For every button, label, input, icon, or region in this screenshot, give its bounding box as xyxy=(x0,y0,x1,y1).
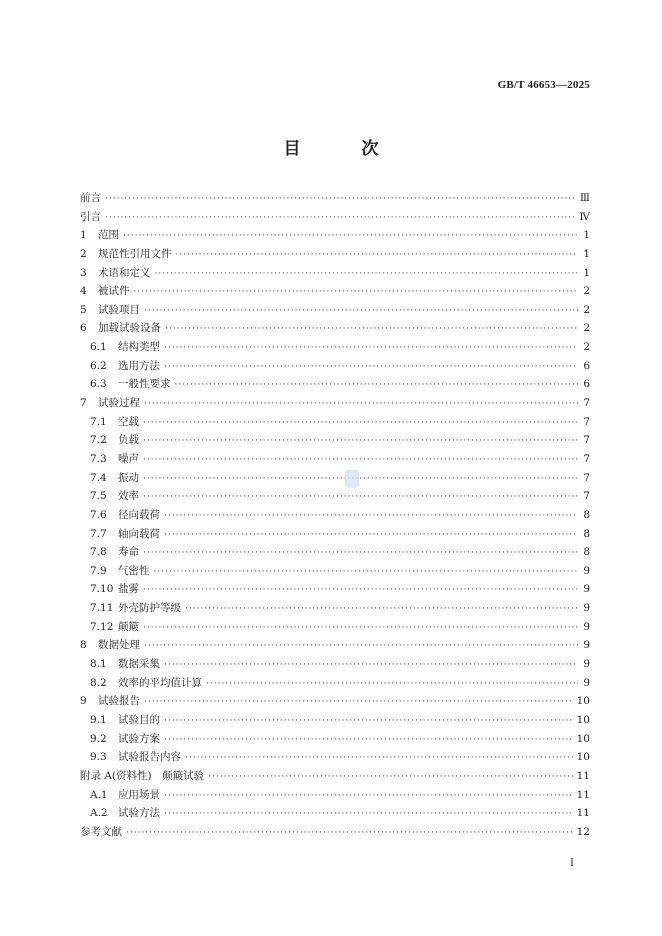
toc-entry-number: 6.1 xyxy=(90,341,107,354)
dot-leader xyxy=(143,451,578,470)
dot-leader xyxy=(134,283,579,302)
toc-entry-label: 范围 xyxy=(98,229,119,242)
dot-leader xyxy=(143,544,578,563)
toc-entry-number: 7.12 xyxy=(90,620,114,633)
toc-entry-page: 9 xyxy=(583,583,590,596)
toc-entry-label: 试验目的 xyxy=(118,713,160,726)
standard-number: GB/T 46653—2025 xyxy=(497,79,590,91)
toc-entry[interactable] xyxy=(80,599,590,618)
toc-entry-page: 2 xyxy=(583,303,590,316)
toc-entry-page: 8 xyxy=(583,508,590,521)
dot-leader xyxy=(155,265,579,284)
toc-entry-page: 9 xyxy=(583,564,590,577)
toc-entry-number: 9 xyxy=(80,695,87,708)
toc-entry-page: 7 xyxy=(583,452,590,465)
dot-leader xyxy=(164,358,578,377)
dot-leader xyxy=(164,712,573,731)
dot-leader xyxy=(143,432,578,451)
dot-leader xyxy=(164,507,578,526)
toc-entry[interactable] xyxy=(80,748,590,767)
toc-entry-page: 6 xyxy=(583,359,590,372)
page-title: 目 次 xyxy=(283,139,401,159)
toc-entry-label: 寿命 xyxy=(118,546,139,559)
toc-entry-label: 规范性引用文件 xyxy=(98,247,172,260)
toc-entry-label: 轴向载荷 xyxy=(118,527,160,540)
toc-entry-page: 2 xyxy=(583,285,590,298)
toc-entry-page: 11 xyxy=(576,807,590,820)
toc-entry-number: 8.2 xyxy=(90,676,107,689)
dot-leader xyxy=(176,246,579,265)
toc-entry-label: 气密性 xyxy=(118,564,150,577)
dot-leader xyxy=(164,526,578,545)
toc-entry[interactable] xyxy=(80,394,590,413)
toc-entry[interactable] xyxy=(80,226,590,245)
dot-leader xyxy=(126,824,573,843)
toc-entry-label: 选用方法 xyxy=(118,359,160,372)
toc-entry-number: 7.6 xyxy=(90,508,107,521)
toc-entry-label: 试验项目 xyxy=(98,303,140,316)
toc-entry[interactable] xyxy=(80,823,590,842)
toc-entry-number: 2 xyxy=(80,247,87,260)
toc-entry-page: 7 xyxy=(583,415,590,428)
toc-entry-number: 7.4 xyxy=(90,471,107,484)
toc-entry[interactable] xyxy=(80,804,590,823)
dot-leader xyxy=(164,731,573,750)
toc-entry-label: 噪声 xyxy=(118,452,139,465)
toc-entry[interactable] xyxy=(80,730,590,749)
toc-entry-number: 7.1 xyxy=(90,415,107,428)
toc-entry-label: 颠簸 xyxy=(118,620,139,633)
toc-entry-label: 附录 A(资料性) 颠簸试验 xyxy=(80,769,205,782)
toc-entry-label: 术语和定义 xyxy=(98,266,151,279)
toc-entry[interactable] xyxy=(80,674,590,693)
toc-entry-page: 7 xyxy=(583,490,590,503)
toc-entry-number: 3 xyxy=(80,266,87,279)
toc-entry-label: 引言 xyxy=(80,210,101,223)
toc-entry[interactable] xyxy=(80,655,590,674)
toc-entry-label: 负载 xyxy=(118,434,139,447)
toc-entry-number: 4 xyxy=(80,285,87,298)
dot-leader xyxy=(144,302,578,321)
dot-leader xyxy=(164,656,578,675)
dot-leader xyxy=(185,600,578,619)
toc-entry[interactable] xyxy=(80,692,590,711)
toc-entry-number: 1 xyxy=(80,229,87,242)
toc-entry-page: 10 xyxy=(576,695,590,708)
toc-entry-label: 加载试验设备 xyxy=(98,322,161,335)
toc-entry-page: 10 xyxy=(576,713,590,726)
dot-leader xyxy=(208,768,573,787)
toc-entry-page: 10 xyxy=(576,751,590,764)
toc-entry-label: 空载 xyxy=(118,415,139,428)
toc-entry-number: 7.8 xyxy=(90,546,107,559)
toc-entry-page: 9 xyxy=(583,602,590,615)
toc-entry-number: 7.7 xyxy=(90,527,107,540)
toc-entry[interactable] xyxy=(80,562,590,581)
toc-entry-label: 被试件 xyxy=(98,285,130,298)
toc-entry-number: 9.2 xyxy=(90,732,107,745)
toc-entry[interactable] xyxy=(80,338,590,357)
toc-entry[interactable] xyxy=(80,208,590,227)
toc-entry[interactable] xyxy=(80,636,590,655)
toc-entry-label: 数据采集 xyxy=(118,658,160,671)
toc-entry-page: 2 xyxy=(583,341,590,354)
toc-entry-label: 数据处理 xyxy=(98,639,140,652)
toc-entry-label: 结构类型 xyxy=(118,341,160,354)
toc-entry-page: 8 xyxy=(583,546,590,559)
dot-leader xyxy=(123,227,578,246)
toc-entry[interactable] xyxy=(80,282,590,301)
toc-entry-number: 9.3 xyxy=(90,751,107,764)
toc-entry-number: 7.5 xyxy=(90,490,107,503)
dot-leader xyxy=(206,675,578,694)
dot-leader xyxy=(175,376,579,395)
toc-entry[interactable] xyxy=(80,413,590,432)
toc-entry[interactable] xyxy=(80,711,590,730)
toc-entry-page: 9 xyxy=(583,658,590,671)
toc-entry-label: 应用场景 xyxy=(118,788,160,801)
toc-entry-number: 9.1 xyxy=(90,713,107,726)
toc-entry-label: 试验报告内容 xyxy=(118,751,181,764)
dot-leader xyxy=(144,637,578,656)
toc-entry-page: 12 xyxy=(576,825,590,838)
toc-entry-page: 10 xyxy=(576,732,590,745)
toc-entry-page: 1 xyxy=(583,266,590,279)
toc-entry-page: 7 xyxy=(583,397,590,410)
dot-leader xyxy=(185,749,573,768)
toc-entry-number: 6 xyxy=(80,322,87,335)
toc-entry-page: 9 xyxy=(583,639,590,652)
toc-entry-number: 7.2 xyxy=(90,434,107,447)
toc-entry[interactable] xyxy=(80,431,590,450)
toc-entry-page: 11 xyxy=(576,769,590,782)
toc-entry-page: Ⅲ xyxy=(579,192,590,204)
dot-leader xyxy=(105,209,576,228)
toc-entry-page: 7 xyxy=(583,434,590,447)
toc-entry-number: 7 xyxy=(80,397,87,410)
dot-leader xyxy=(143,488,578,507)
dot-leader xyxy=(165,320,578,339)
toc-entry[interactable] xyxy=(80,264,590,283)
toc-entry[interactable] xyxy=(80,487,590,506)
toc-entry-label: 效率的平均值计算 xyxy=(118,676,202,689)
toc-entry[interactable] xyxy=(80,319,590,338)
toc-entry-page: 2 xyxy=(583,322,590,335)
toc-entry-label: 试验方案 xyxy=(118,732,160,745)
toc-entry-label: 外壳防护等级 xyxy=(118,602,181,615)
toc-entry-number: A.1 xyxy=(90,788,108,801)
toc-entry[interactable] xyxy=(80,767,590,786)
toc-entry-label: 前言 xyxy=(80,192,101,204)
toc-entry-label: 试验过程 xyxy=(98,397,140,410)
toc-entry-number: 6.2 xyxy=(90,359,107,372)
toc-entry-number: 5 xyxy=(80,303,87,316)
toc-entry-label: 盐雾 xyxy=(118,583,139,596)
dot-leader xyxy=(143,470,578,489)
toc-entry[interactable] xyxy=(80,469,590,488)
toc-entry-label: 一般性要求 xyxy=(118,378,171,391)
toc-entry-page: Ⅳ xyxy=(579,210,590,223)
dot-leader xyxy=(105,190,576,209)
toc-entry-label: 试验报告 xyxy=(98,695,140,708)
toc-entry-number: 8 xyxy=(80,639,87,652)
dot-leader xyxy=(143,414,578,433)
table-of-contents xyxy=(80,189,590,841)
toc-entry-label: 试验方法 xyxy=(118,807,160,820)
toc-entry[interactable] xyxy=(80,580,590,599)
toc-entry-page: 9 xyxy=(583,676,590,689)
toc-entry-label: 径向载荷 xyxy=(118,508,160,521)
toc-entry-number: A.2 xyxy=(90,807,108,820)
dot-leader xyxy=(144,395,578,414)
toc-entry-page: 1 xyxy=(583,247,590,260)
toc-entry-label: 振动 xyxy=(118,471,139,484)
dot-leader xyxy=(144,693,573,712)
toc-entry-page: 9 xyxy=(583,620,590,633)
toc-entry-number: 7.10 xyxy=(90,583,114,596)
toc-entry[interactable] xyxy=(80,450,590,469)
toc-entry[interactable] xyxy=(80,525,590,544)
toc-entry-page: 6 xyxy=(583,378,590,391)
dot-leader xyxy=(143,619,578,638)
toc-entry-label: 效率 xyxy=(118,490,139,503)
watermark-logo xyxy=(345,470,359,488)
page-number: I xyxy=(570,858,574,869)
toc-entry-number: 6.3 xyxy=(90,378,107,391)
toc-entry-number: 8.1 xyxy=(90,658,107,671)
toc-entry-page: 11 xyxy=(576,788,590,801)
toc-entry[interactable] xyxy=(80,618,590,637)
toc-entry[interactable] xyxy=(80,301,590,320)
toc-entry[interactable] xyxy=(80,786,590,805)
toc-entry-label: 参考文献 xyxy=(80,825,122,838)
dot-leader xyxy=(143,581,578,600)
toc-entry[interactable] xyxy=(80,357,590,376)
toc-entry[interactable] xyxy=(80,189,590,208)
toc-entry-page: 1 xyxy=(583,229,590,242)
toc-entry[interactable] xyxy=(80,245,590,264)
dot-leader xyxy=(164,805,573,824)
toc-entry-number: 7.11 xyxy=(90,602,114,615)
toc-entry[interactable] xyxy=(80,506,590,525)
toc-entry[interactable] xyxy=(80,543,590,562)
toc-entry-number: 7.9 xyxy=(90,564,107,577)
toc-entry-number: 7.3 xyxy=(90,452,107,465)
dot-leader xyxy=(154,563,579,582)
dot-leader xyxy=(164,787,573,806)
toc-entry-page: 8 xyxy=(583,527,590,540)
toc-entry[interactable] xyxy=(80,375,590,394)
toc-entry-page: 7 xyxy=(583,471,590,484)
dot-leader xyxy=(164,339,578,358)
